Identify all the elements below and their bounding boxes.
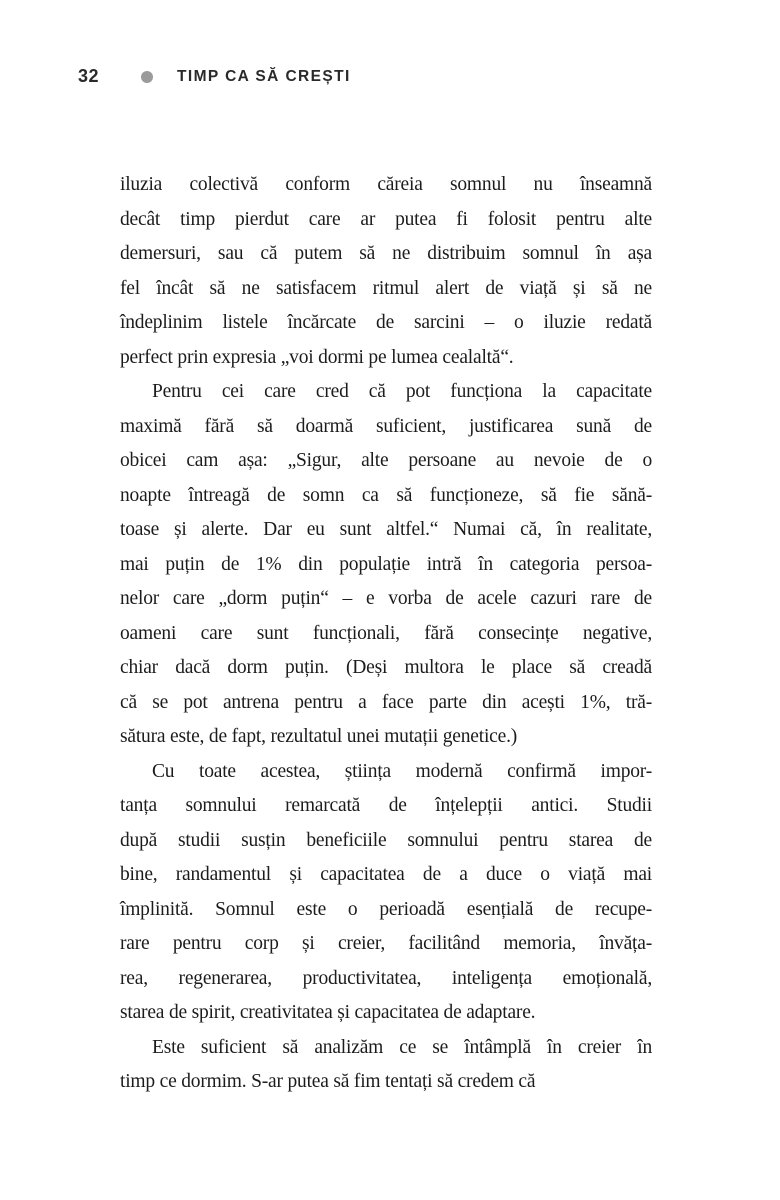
page-text (120, 168, 652, 1100)
text-line: iluzia colectivă conform căreia somnul nu înseamnă (120, 174, 652, 195)
text-line: chiar dacă dorm puțin. (Deși multora le place să creadă (120, 657, 652, 678)
text-line: îndeplinim listele încărcate de sarcini – o iluzie redată (120, 312, 652, 333)
text-line: toase și alerte. Dar eu sunt altfel.“ Numai că, în realitate, (120, 519, 652, 540)
text-line: bine, randamentul și capacitatea de a duce o viață mai (120, 864, 652, 885)
text-line: Este suficient să analizăm ce se întâmplă în creier în (152, 1036, 652, 1058)
text-line: obicei cam așa: „Sigur, alte persoane au nevoie de o (120, 450, 652, 471)
text-line: Pentru cei care cred că pot funcționa la capacitate (152, 381, 652, 402)
text-line: sătura este, de fapt, rezultatul unei mutații genetice.) (120, 726, 518, 747)
running-header (78, 66, 351, 87)
text-line: oameni care sunt funcționali, fără consecințe negative, (120, 622, 652, 644)
text-line: împlinită. Somnul este o perioadă esențială de recupe- (120, 898, 652, 920)
text-line: Cu toate acestea, știința modernă confirmă impor- (152, 760, 652, 782)
text-line: starea de spirit, creativitatea și capacitatea de adaptare. (120, 1002, 536, 1023)
text-line: rare pentru corp și creier, facilitând memoria, învăța- (120, 933, 652, 954)
text-line: că se pot antrena pentru a face parte din acești 1%, tră- (120, 691, 652, 713)
text-line: maximă fără să doarmă suficient, justificarea sună de (120, 415, 652, 437)
text-line: demersuri, sau că putem să ne distribuim somnul în așa (120, 243, 652, 264)
text-line: fel încât să ne satisfacem ritmul alert de viață și să ne (120, 277, 652, 299)
book-title: TIMP CA SĂ CREȘTI (177, 67, 351, 85)
text-line: noapte întreagă de somn ca să funcționeze, să fie sănă- (120, 484, 652, 506)
text-line: tanța somnului remarcată de înțelepții antici. Studii (120, 795, 652, 816)
text-line: perfect prin expresia „voi dormi pe lumea cealaltă“. (120, 346, 514, 368)
text-line: nelor care „dorm puțin“ – e vorba de acele cazuri rare de (120, 588, 652, 609)
text-line: după studii susțin beneficiile somnului pentru starea de (120, 829, 652, 851)
text-line: rea, regenerarea, productivitatea, inteligența emoțională, (120, 967, 652, 989)
dot-icon (141, 71, 153, 83)
text-line: mai puțin de 1% din populație intră în categoria persoa- (120, 553, 652, 575)
text-line: timp ce dormim. S-ar putea să fim tentați să credem că (120, 1071, 536, 1092)
text-line: decât timp pierdut care ar putea fi folosit pentru alte (120, 208, 652, 230)
page-number: 32 (78, 66, 100, 86)
